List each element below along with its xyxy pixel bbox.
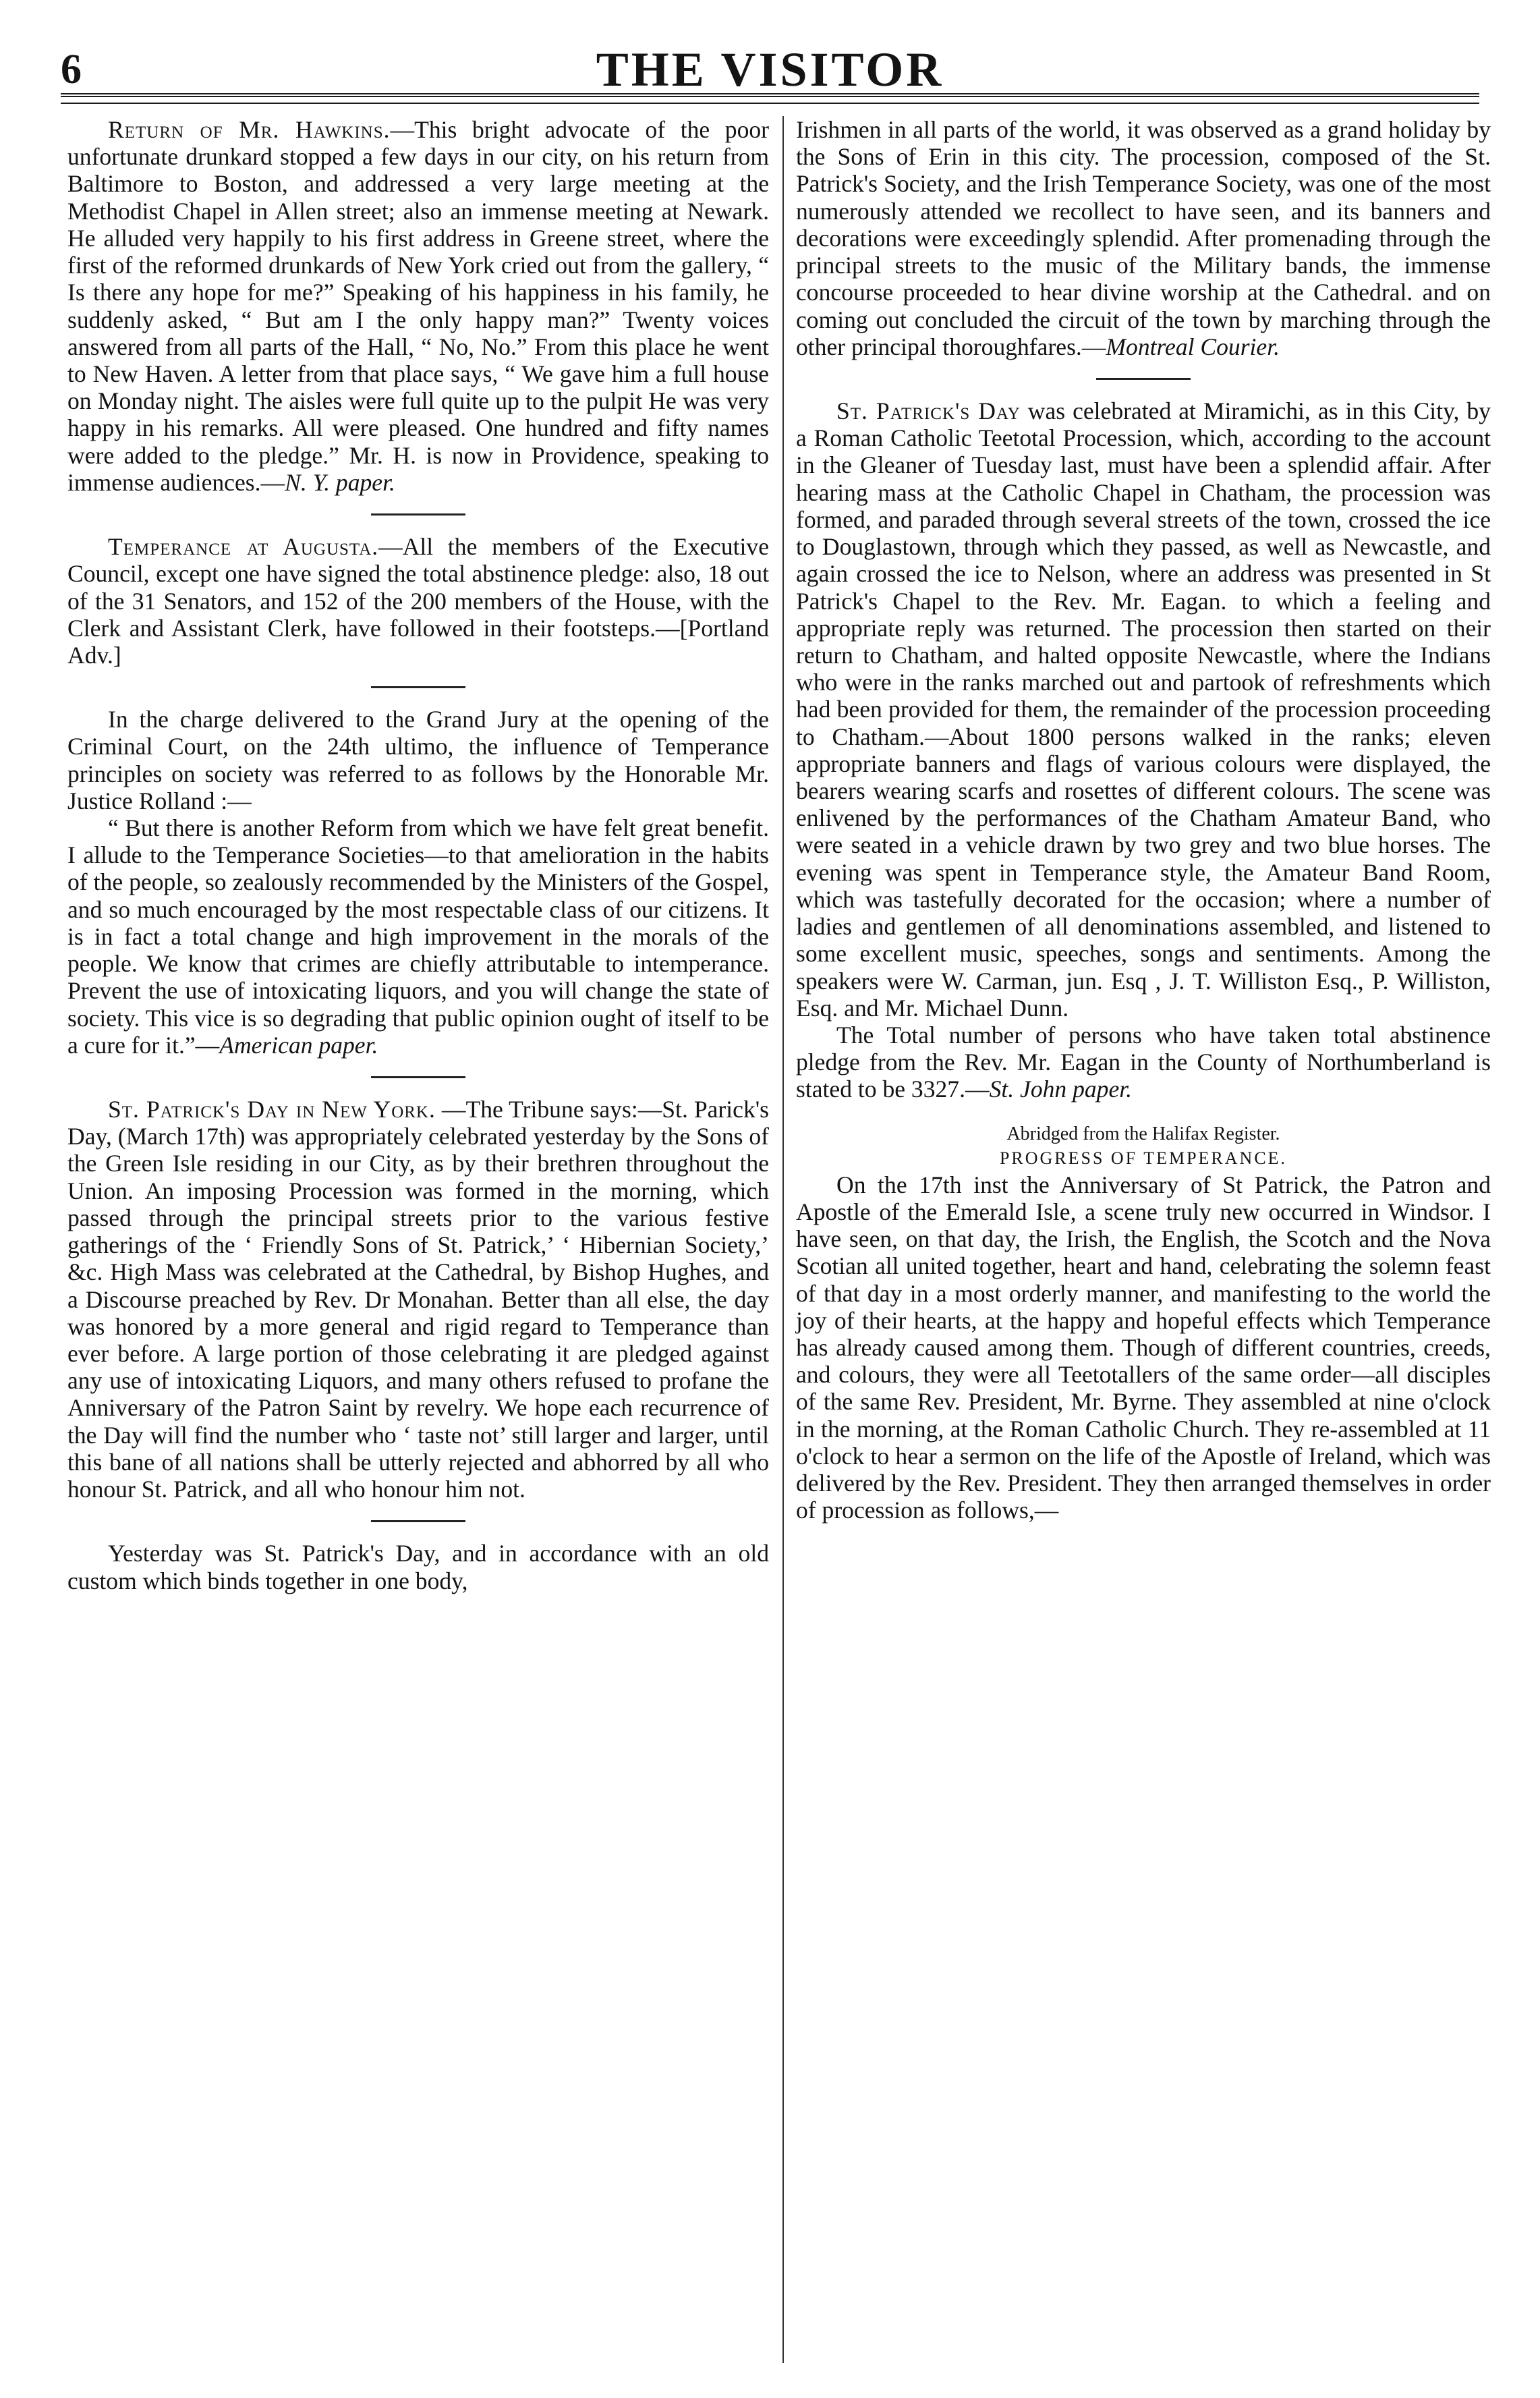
article-body: Irishmen in all parts of the world, it was observed as a grand holiday by the Sons of Erin in this city. The procession, composed of the St. Patrick's Society, and the Irish Temperance Society, was one of the most numerously attended we recollect to have seen, and its banners and decorations were exceedingly splendid. After promenading through the principal streets to the music of the Military bands, the immense concourse proceeded to hear divine worship at the Cathedral. and on coming out concluded the circuit of the town by marching through the other principal thoroughfares.— xyxy=(796,116,1491,360)
article-grand-jury-quote xyxy=(67,814,769,1059)
article-yesterday-start: Yesterday was St. Patrick's Day, and in accordance with an old custom which binds together in one body, xyxy=(67,1540,769,1594)
masthead xyxy=(40,40,1500,101)
page-title: THE VISITOR xyxy=(596,43,944,96)
masthead-double-rule xyxy=(61,93,1479,97)
article-body: —All the members of the Executive Council, except one have signed the total abstinence pledge: also, 18 out of the 31 Senators, and 152 of the 200 members of the House, with the Clerk and Assistant Clerk, have followed in their footsteps.—[Portland Adv.] xyxy=(67,533,769,669)
article-grand-jury-charge: In the charge delivered to the Grand Jury at the opening of the Criminal Court, on the 24th ultimo, the influence of Temperance principles on society was referred to as follows by the Honorable Mr. Justice Rolland :— xyxy=(67,706,769,814)
right-column xyxy=(796,116,1491,1524)
separator-rule xyxy=(1096,378,1191,380)
separator-rule xyxy=(371,686,465,688)
article-body: —This bright advocate of the poor unfortunate drunkard stopped a few days in our city, on his return from Baltimore to Boston, and addressed a very large meeting at the Methodist Chapel in Allen street; also an immense meeting at Newark. He alluded very happily to his first address in Greene street, where the first of the reformed drunkards of New York cried out from the gallery, “ Is there any hope for me?” Speaking of his happiness in his family, he suddenly asked, “ But am I the only happy man?” Twenty voices answered from all parts of the Hall, “ No, No.” From this place he went to New Haven. A letter from that place says, “ We gave him a full house on Monday night. The aisles were full quite up to the pulpit He was very happy in his remarks. All were pleased. One hundred and fifty names were added to the pledge.” Mr. H. is now in Providence, speaking to immense audiences.— xyxy=(67,116,769,496)
article-pledge-total xyxy=(796,1022,1491,1103)
article-body: —The Tribune says:—St. Parick's Day, (March 17th) was appropriately celebrated yesterday by the Sons of the Green Isle residing in our City, as by their brethren throughout the Union. An imposing Procession was formed in the morning, which passed through the principal streets prior to the various festive gatherings of the ‘ Friendly Sons of St. Patrick,’ ‘ Hibernian Society,’ &c. High Mass was celebrated at the Cathedral, by Bishop Hughes, and a Discourse preached by Rev. Dr Monahan. Better than all else, the day was honored by a more general and rigid regard to Temperance than ever before. A large portion of those celebrating it are pledged against any use of intoxicating Liquors, and many others refused to profane the Anniversary of the Patron Saint by revelry. We hope each recurrence of the Day will find the number who ‘ taste not’ still larger and larger, until this bane of all nations shall be utterly rejected and abhorred by all who honour St. Patrick, and all who honour him not. xyxy=(67,1096,769,1503)
article-body: was celebrated at Miramichi, as in this City, by a Roman Catholic Teetotal Procession, which, according to the account in the Gleaner of Tuesday last, must have been a splendid affair. After hearing mass at the Catholic Chapel in Chatham, the procession was formed, and paraded through several streets of the town, crossed the ice to Douglastown, through which they passed, as well as Newcastle, and again crossed the ice to Nelson, where an address was presented in St Patrick's Chapel to the Rev. Mr. Eagan. to which a feeling and appropriate reply was returned. The procession then started on their return to Chatham, and halted opposite Newcastle, where the Indians who were in the ranks marched out and partook of refreshments which had been provided for them, the remainder of the procession proceeding to Chatham.—About 1800 persons walked in the ranks; eleven appropriate banners and flags of various colours were displayed, the bearers wearing scarfs and rosettes of different colours. The scene was enlivened by the performances of the Chatham Amateur Band, who were seated in a vehicle drawn by two grey and two blue horses. The evening was spent in Temperance style, the Amateur Band Room, which was tastefully decorated for the occasion; where a number of ladies and gentlemen of all denominations assembled, and listened to some excellent music, speeches, songs and sentiments. Among the speakers were W. Carman, jun. Esq , J. T. Williston Esq., P. Williston, Esq. and Mr. Michael Dunn. xyxy=(796,397,1491,1022)
article-st-patricks-miramichi xyxy=(796,397,1491,1022)
page-number: 6 xyxy=(61,47,82,92)
left-column xyxy=(67,116,769,1594)
separator-rule xyxy=(371,513,465,515)
article-source: St. John paper. xyxy=(989,1076,1133,1103)
article-progress-of-temperance: On the 17th inst the Anniversary of St Patrick, the Patron and Apostle of the Emerald Isle, a scene truly new occurred in Windsor. I have seen, on that day, the Irish, the English, the Scotch and the Nova Scotian all united together, heart and hand, celebrating the solemn feast of that day in a most orderly manner, and manifesting to the world the joy of their hearts, at the happy and hopeful effects which Temperance has already caused among them. Though of different countries, creeds, and colours, they were all Teetotallers of the same order—all disciples of the same Rev. President, Mr. Byrne. They assembled at nine o'clock in the morning, at the Roman Catholic Church. They re-assembled at 11 o'clock to hear a sermon on the life of the Apostle of Ireland, which was delivered by the Rev. President. They then arranged themselves in order of procession as follows,— xyxy=(796,1171,1491,1524)
article-source: Montreal Courier. xyxy=(1106,333,1280,360)
separator-rule xyxy=(371,1076,465,1078)
abridged-note: Abridged from the Halifax Register. xyxy=(1006,1123,1280,1144)
masthead-rule xyxy=(61,103,1479,104)
article-source: N. Y. paper. xyxy=(285,468,395,496)
article-heading: Temperance at Augusta. xyxy=(108,533,379,561)
article-heading-progress: PROGRESS OF TEMPERANCE. xyxy=(999,1148,1288,1169)
article-heading: St. Patrick's Day in New York. xyxy=(108,1096,436,1123)
article-heading: Return of Mr. Hawkins. xyxy=(108,116,391,143)
article-st-patricks-new-york xyxy=(67,1096,769,1503)
article-body: “ But there is another Reform from which we have felt great benefit. I allude to the Temperance Societies—to that amelioration in the habits of the people, so zealously recommended by the Ministers of the Gospel, and so much encouraged by the most respectable class of our citizens. It is in fact a total change and high improvement in the morals of the people. We know that crimes are chiefly attributable to intemperance. Prevent the use of intoxicating liquors, and you will change the state of society. This vice is so degrading that public opinion ought of itself to be a cure for it.”— xyxy=(67,814,769,1059)
column-divider xyxy=(782,116,784,2363)
article-return-of-mr-hawkins xyxy=(67,116,769,496)
separator-rule xyxy=(371,1520,465,1522)
article-heading: St. Patrick's Day xyxy=(836,397,1021,424)
article-source: American paper. xyxy=(219,1031,378,1059)
article-yesterday-continued xyxy=(796,116,1491,360)
article-temperance-at-augusta xyxy=(67,533,769,669)
article-body: The Total number of persons who have taken total abstinence pledge from the Rev. Mr. Eagan in the County of Northumberland is stated to be 3327.— xyxy=(796,1022,1491,1103)
